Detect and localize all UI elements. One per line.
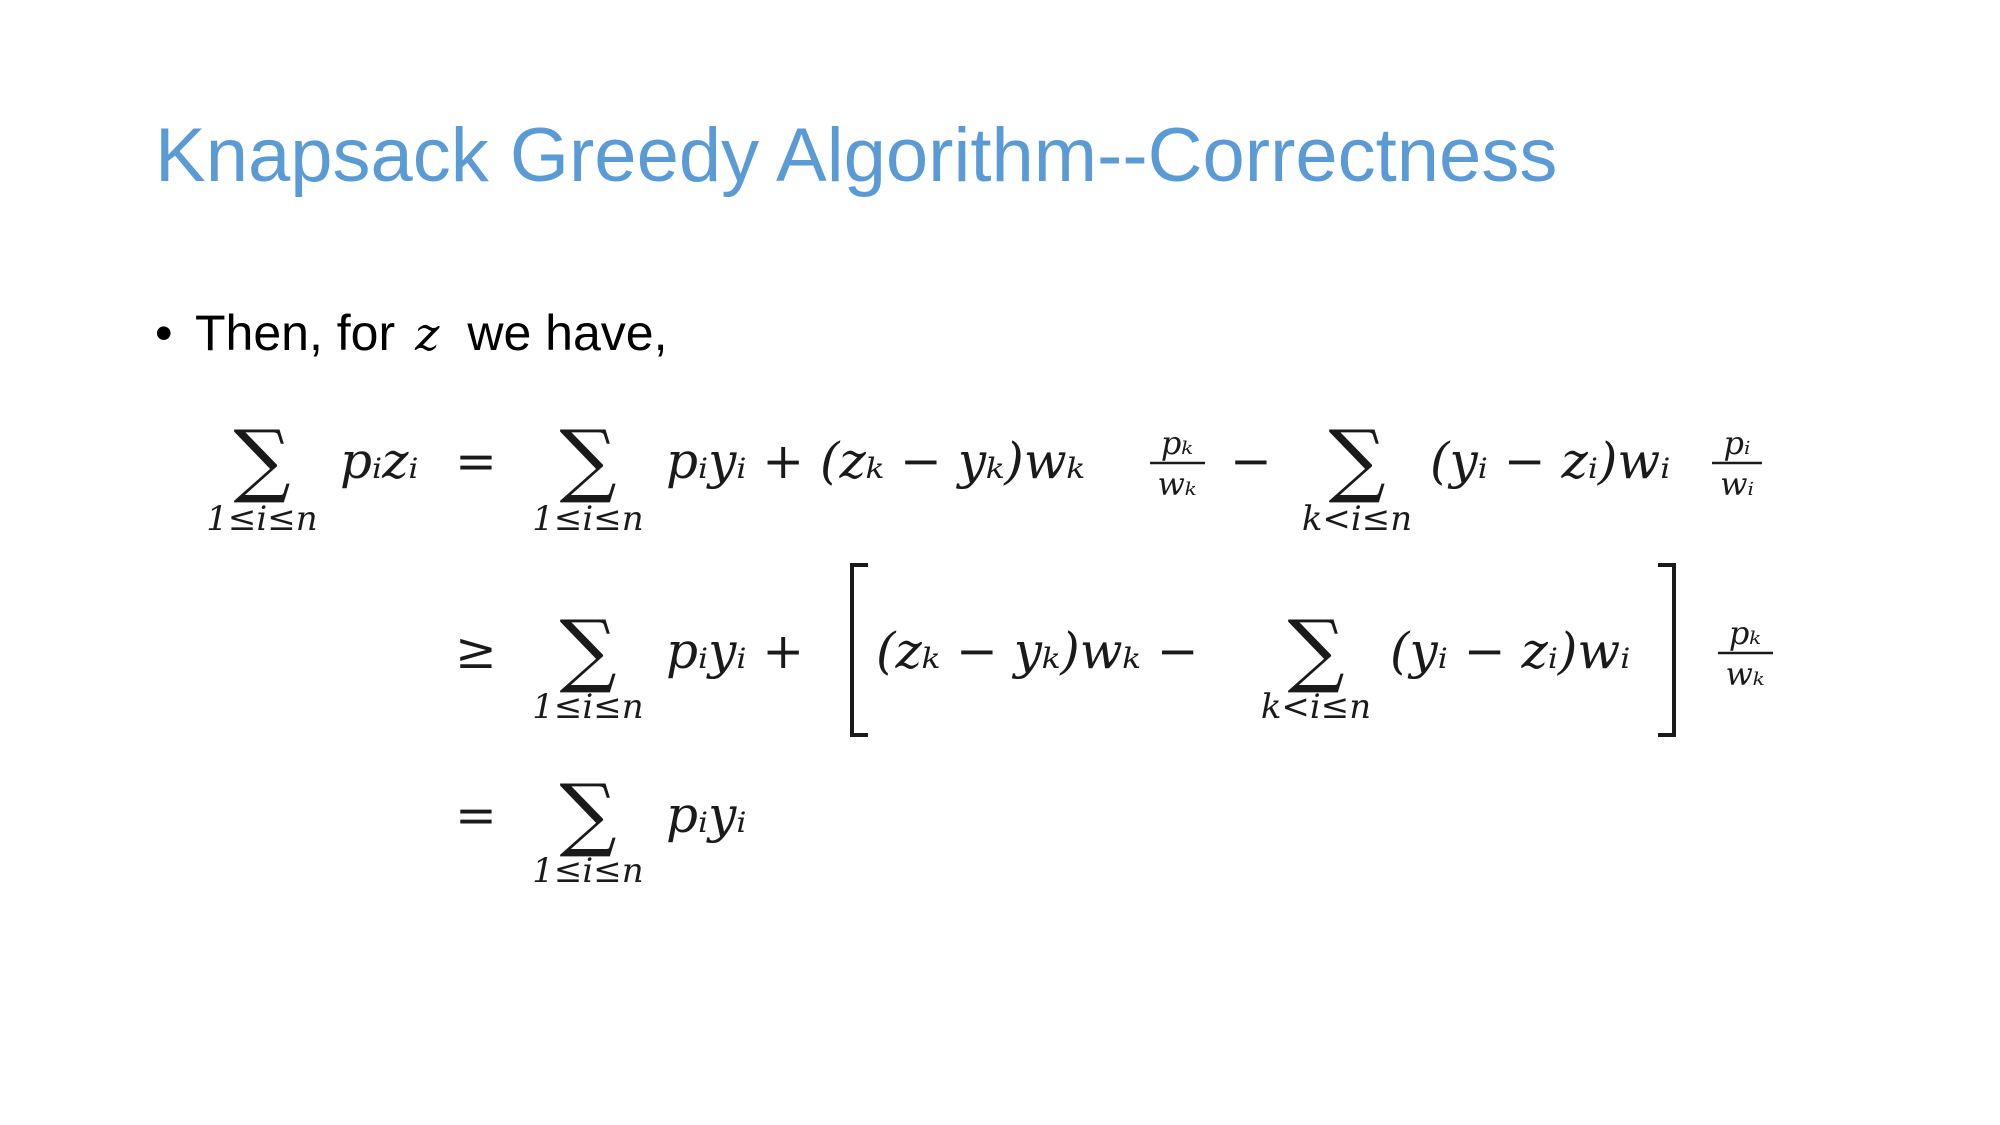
minus-sign: − <box>1230 432 1272 490</box>
left-bracket <box>852 565 868 735</box>
sum-symbol: ∑ <box>233 413 291 506</box>
sum-symbol: ∑ <box>559 413 617 506</box>
lhs-term: pᵢzᵢ <box>340 432 419 490</box>
bracket-term-2: (yᵢ − zᵢ)wᵢ <box>1390 622 1631 680</box>
fraction-denominator: wᵢ <box>1720 465 1754 503</box>
sum-limits: k<i≤n <box>1260 687 1372 727</box>
bullet-variable: z <box>415 307 440 361</box>
fraction-denominator: wₖ <box>1157 465 1197 503</box>
fraction-denominator: wₖ <box>1725 655 1765 693</box>
fraction-numerator: pₖ <box>1160 424 1194 462</box>
fraction-numerator: pᵢ <box>1723 424 1751 462</box>
equation-line-3 <box>455 767 746 891</box>
sum-symbol: ∑ <box>1328 413 1386 506</box>
relation-equals: = <box>455 432 497 490</box>
relation-equals: = <box>455 786 497 844</box>
equation-line-2 <box>455 565 1773 735</box>
relation-geq: ≥ <box>455 622 497 680</box>
sum-limits: 1≤i≤n <box>532 687 644 727</box>
term-a: pᵢyᵢ + (zₖ − yₖ)wₖ <box>666 432 1085 490</box>
sum-limits: k<i≤n <box>1301 499 1413 539</box>
fraction-numerator: pₖ <box>1728 614 1762 652</box>
bracket-term-1: (zₖ − yₖ)wₖ − <box>876 622 1199 680</box>
term-a: pᵢyᵢ + <box>666 622 805 680</box>
right-bracket <box>1658 565 1674 735</box>
equation-line-1 <box>206 413 1762 539</box>
sum-limits: 1≤i≤n <box>532 851 644 891</box>
sum-symbol: ∑ <box>559 603 617 696</box>
slide-title: Knapsack Greedy Algorithm--Correctness <box>155 113 1558 198</box>
sum-limits: 1≤i≤n <box>206 499 318 539</box>
bullet-text-after: we have, <box>467 305 668 361</box>
term-b: (yᵢ − zᵢ)wᵢ <box>1430 432 1671 490</box>
sum-symbol: ∑ <box>1287 603 1345 696</box>
sum-symbol: ∑ <box>559 767 617 860</box>
sum-limits: 1≤i≤n <box>532 499 644 539</box>
bullet-marker: • <box>155 305 173 361</box>
result-term: pᵢyᵢ <box>666 786 747 844</box>
bullet-text-before: Then, for <box>195 305 396 361</box>
